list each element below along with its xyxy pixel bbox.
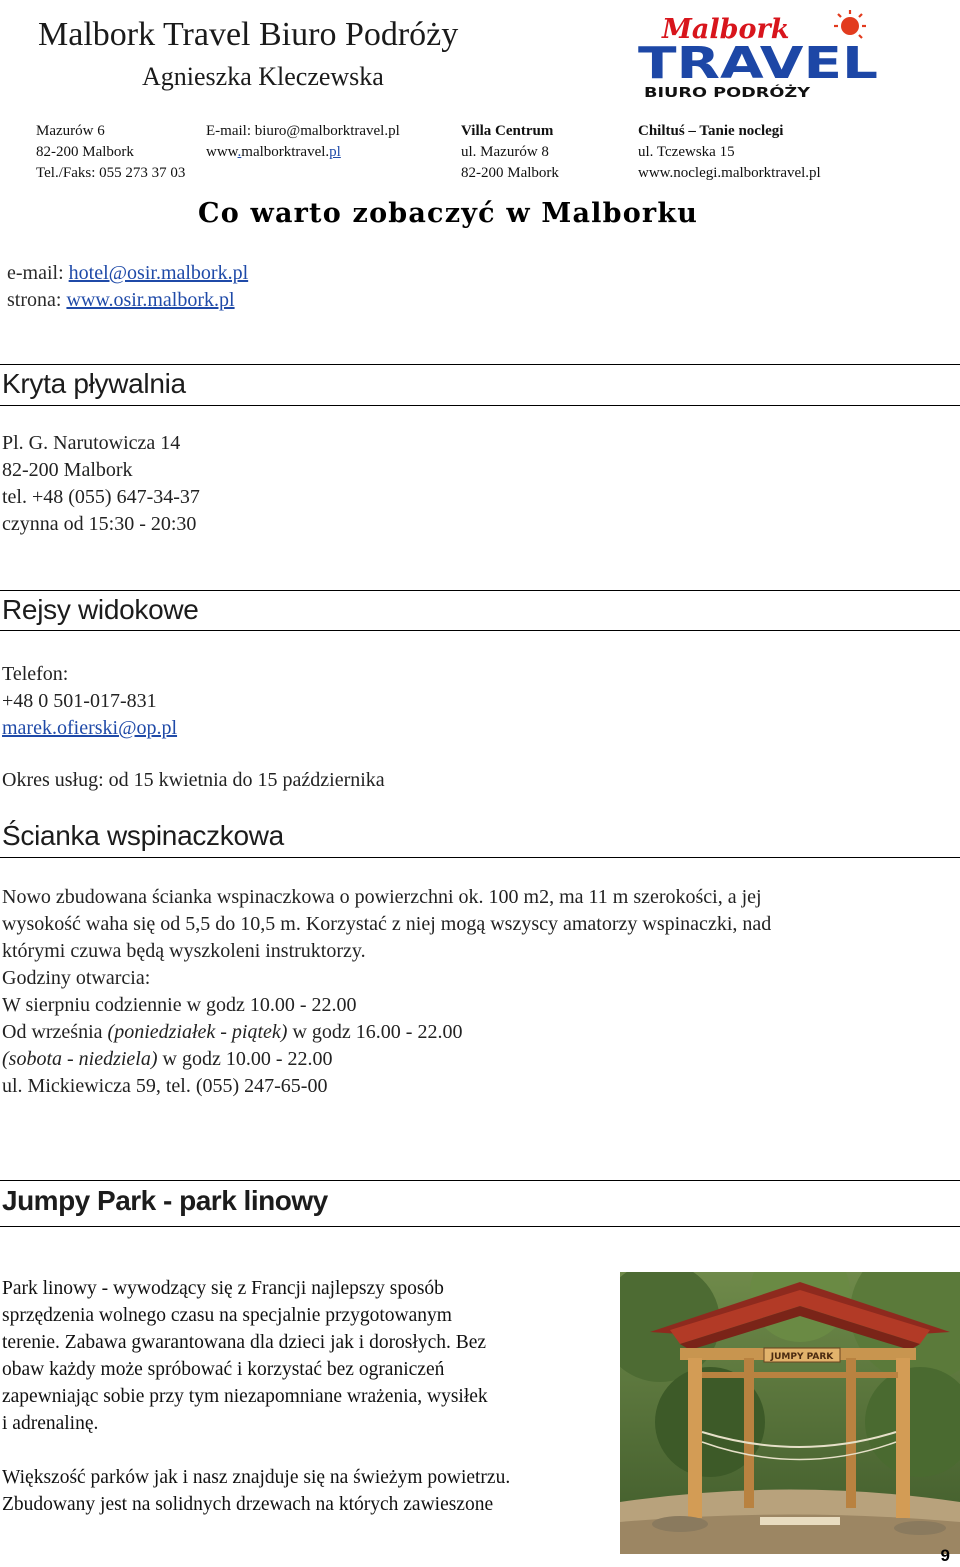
office-street: Mazurów 6: [36, 123, 105, 139]
company-name: Malbork Travel Biuro Podróży: [38, 16, 459, 53]
website-link-pl[interactable]: pl: [329, 144, 341, 160]
divider: [0, 1226, 960, 1227]
jumpy-park-sign-text: JUMPY PARK: [770, 1352, 834, 1362]
divider: [0, 1180, 960, 1181]
divider: [0, 364, 960, 365]
website-link-dot[interactable]: .: [237, 144, 242, 160]
scianka-hours-weekend: (sobota - niedziela) w godz 10.00 - 22.00: [2, 1048, 333, 1070]
office-phone: Tel./Faks: 055 273 37 03: [36, 165, 186, 181]
rejsy-details: [2, 661, 177, 742]
rejsy-email-link[interactable]: marek.ofierski@op.pl: [2, 717, 178, 739]
jumpy-paragraph-2: Większość parków jak i nasz znajduje się na świeżym powietrzu. Zbudowany jest na solidnych drzewach na których zawieszone: [2, 1467, 511, 1515]
osir-web-link[interactable]: www.osir.malbork.pl: [66, 289, 235, 311]
rejsy-period: Okres usług: od 15 kwietnia do 15 października: [2, 769, 385, 791]
section-title-scianka: Ścianka wspinaczkowa: [2, 820, 284, 851]
office-address: [36, 121, 185, 184]
jumpy-park-gate-photo: [620, 1272, 960, 1554]
scianka-hours-weekdays: Od września (poniedziałek - piątek) w godz 16.00 - 22.00: [2, 1021, 463, 1043]
logo-sub-text: BIURO PODRÓŻY: [644, 86, 767, 100]
chiltus: [638, 121, 821, 184]
basen-details: [2, 430, 200, 538]
scianka-hours-label: Godziny otwarcia:: [2, 967, 151, 989]
sun-icon: [834, 10, 866, 38]
basen-city: 82-200 Malbork: [2, 459, 133, 481]
divider: [0, 857, 960, 858]
osir-email-row: e-mail: hotel@osir.malbork.pl: [7, 262, 249, 284]
osir-web-row: strona: www.osir.malbork.pl: [7, 289, 235, 311]
scianka-address: ul. Mickiewicza 59, tel. (055) 247-65-00: [2, 1075, 328, 1097]
office-email: E-mail: biuro@malborktravel.pl: [206, 123, 400, 139]
section-title-jumpy: Jumpy Park - park linowy: [2, 1185, 328, 1216]
divider: [0, 630, 960, 631]
page-number: 9: [940, 1546, 950, 1565]
section-title-rejsy: Rejsy widokowe: [2, 594, 199, 625]
logo-script-text: Malbork: [662, 14, 790, 45]
malbork-travel-logo: [636, 8, 880, 100]
rejsy-phone: +48 0 501-017-831: [2, 690, 157, 712]
scianka-hours-august: W sierpniu codziennie w godz 10.00 - 22.00: [2, 994, 357, 1016]
jumpy-paragraph-1: Park linowy - wywodzący się z Francji najlepszy sposób sprzędzenia wolnego czasu na specjalnie przygotowanym terenie. Zabawa gwarantowana dla dzieci jak i dorosłych. Bez obaw każdy może spróbować i korzystać bez ograniczeń zapewniając sobie przy tym niezapomniane wrażenia, wysiłek i adrenalinę.: [2, 1278, 488, 1434]
basen-address: Pl. G. Narutowicza 14: [2, 432, 181, 454]
chiltus-street: ul. Tczewska 15: [638, 144, 735, 160]
page-title: Co warto zobaczyć w Malborku: [198, 198, 699, 229]
scianka-description: Nowo zbudowana ścianka wspinaczkowa o powierzchni ok. 100 m2, ma 11 m szerokości, a jej wysokość waha się od 5,5 do 10,5 m. Korzystać z niej mogą wszyscy amatorzy wspinaczki, nad którymi czuwa będą wyszkoleni instruktorzy. Godziny otwarcia: W sierpniu codziennie w godz 10.00 - 22.00 Od września (poniedziałek - piątek) w godz 16.00 - 22.00 (sobota - niedziela) w godz 10.00 - 22.00 ul. Mickiewicza 59, tel. (055) 247-65-00: [2, 884, 771, 1100]
office-online: [206, 121, 400, 163]
basen-hours: czynna od 15:30 - 20:30: [2, 513, 197, 535]
villa-name: Villa Centrum: [461, 123, 554, 139]
villa-centrum: [461, 121, 559, 184]
basen-phone: tel. +48 (055) 647-34-37: [2, 486, 200, 508]
chiltus-name: Chiltuś – Tanie noclegi: [638, 123, 784, 139]
chiltus-website: www.noclegi.malborktravel.pl: [638, 165, 821, 181]
office-city: 82-200 Malbork: [36, 144, 134, 160]
section-title-basen: Kryta pływalnia: [2, 368, 186, 399]
osir-email-link[interactable]: hotel@osir.malbork.pl: [68, 262, 249, 284]
divider: [0, 405, 960, 406]
office-website: www.malborktravel.pl: [206, 144, 341, 160]
villa-city: 82-200 Malbork: [461, 165, 559, 181]
logo-main-text: TRAVEL: [638, 38, 878, 89]
divider: [0, 590, 960, 591]
rejsy-phone-label: Telefon:: [2, 663, 69, 685]
owner-name: Agnieszka Kleczewska: [142, 62, 384, 91]
villa-street: ul. Mazurów 8: [461, 144, 549, 160]
